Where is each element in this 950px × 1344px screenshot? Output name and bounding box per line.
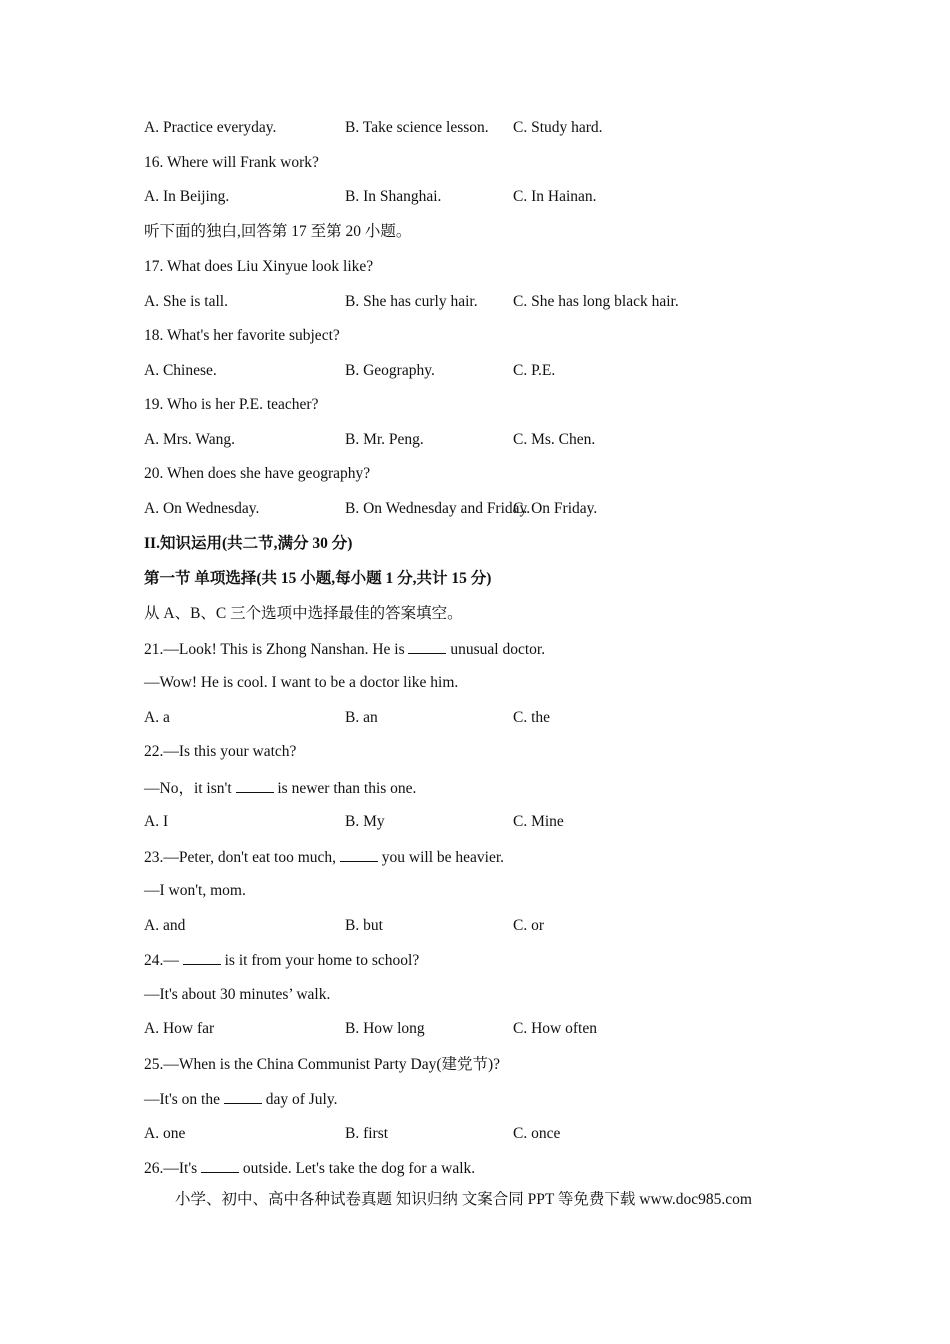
q25-option-a: A. one — [144, 1125, 186, 1142]
q22-reply-post: is newer than this one. — [273, 780, 417, 797]
listening-instruction: 听下面的独白,回答第 17 至第 20 小题。 — [144, 223, 412, 240]
part-1-title: 第一节 单项选择(共 15 小题,每小题 1 分,共计 15 分) — [144, 570, 492, 587]
q16-option-c: C. In Hainan. — [513, 188, 597, 205]
q15-option-c: C. Study hard. — [513, 119, 603, 136]
page-footer: 小学、初中、高中各种试卷真题 知识归纳 文案合同 PPT 等免费下载 www.doc985.com — [175, 1191, 752, 1208]
q21-stem — [144, 639, 545, 660]
q22-option-a: A. I — [144, 813, 169, 830]
q24-stem — [144, 950, 419, 971]
q21-reply: —Wow! He is cool. I want to be a doctor like him. — [144, 674, 459, 691]
answer-blank — [408, 639, 446, 654]
q25-option-b: B. first — [345, 1125, 389, 1142]
q20-option-c: C. On Friday. — [513, 500, 598, 517]
q23-stem — [144, 847, 504, 868]
q22-option-b: B. My — [345, 813, 385, 830]
q21-stem-pre: 21.—Look! This is Zhong Nanshan. He is — [144, 641, 409, 658]
q25-reply-post: day of July. — [261, 1091, 338, 1108]
q24-option-a: A. How far — [144, 1020, 215, 1037]
section-2-title: II.知识运用(共二节,满分 30 分) — [144, 535, 353, 552]
q15-option-b: B. Take science lesson. — [345, 119, 489, 136]
q22-stem: 22.—Is this your watch? — [144, 743, 297, 760]
q20-option-a: A. On Wednesday. — [144, 500, 260, 517]
q21-stem-post: unusual doctor. — [446, 641, 546, 658]
answer-blank — [236, 778, 274, 793]
q24-stem-pre: 24.— — [144, 952, 183, 969]
q19-option-b: B. Mr. Peng. — [345, 431, 424, 448]
q25-reply-pre: —It's on the — [144, 1091, 224, 1108]
q23-stem-post: you will be heavier. — [377, 849, 505, 866]
q25-stem: 25.—When is the China Communist Party Day(建党节)? — [144, 1056, 501, 1073]
q16-option-b: B. In Shanghai. — [345, 188, 442, 205]
q17-option-a: A. She is tall. — [144, 293, 228, 310]
q21-option-a: A. a — [144, 709, 170, 726]
q26-stem-post: outside. Let's take the dog for a walk. — [239, 1160, 476, 1177]
q18-option-a: A. Chinese. — [144, 362, 217, 379]
q22-reply-pre: —No，it isn't — [144, 780, 236, 797]
q19-option-a: A. Mrs. Wang. — [144, 431, 236, 448]
q26-stem — [144, 1158, 475, 1179]
q20-option-b: B. On Wednesday and Friday. — [345, 500, 531, 517]
q18-option-b: B. Geography. — [345, 362, 435, 379]
q20-stem: 20. When does she have geography? — [144, 465, 371, 482]
part-1-instruction: 从 A、B、C 三个选项中选择最佳的答案填空。 — [144, 605, 463, 622]
q26-stem-pre: 26.—It's — [144, 1160, 202, 1177]
answer-blank — [224, 1089, 262, 1104]
q19-option-c: C. Ms. Chen. — [513, 431, 596, 448]
q16-option-a: A. In Beijing. — [144, 188, 230, 205]
q17-option-b: B. She has curly hair. — [345, 293, 478, 310]
q24-option-c: C. How often — [513, 1020, 597, 1037]
q24-reply: —It's about 30 minutes’ walk. — [144, 986, 331, 1003]
q19-stem: 19. Who is her P.E. teacher? — [144, 396, 319, 413]
answer-blank — [340, 847, 378, 862]
q22-reply — [144, 778, 416, 799]
q21-option-b: B. an — [345, 709, 378, 726]
q23-reply: —I won't, mom. — [144, 882, 246, 899]
q25-reply — [144, 1089, 337, 1110]
q17-stem: 17. What does Liu Xinyue look like? — [144, 258, 374, 275]
q18-stem: 18. What's her favorite subject? — [144, 327, 340, 344]
q23-option-a: A. and — [144, 917, 186, 934]
q16-stem: 16. Where will Frank work? — [144, 154, 319, 171]
q22-option-c: C. Mine — [513, 813, 564, 830]
q25-option-c: C. once — [513, 1125, 561, 1142]
q23-option-b: B. but — [345, 917, 383, 934]
q18-option-c: C. P.E. — [513, 362, 556, 379]
q15-option-a: A. Practice everyday. — [144, 119, 277, 136]
q17-option-c: C. She has long black hair. — [513, 293, 679, 310]
q24-stem-post: is it from your home to school? — [220, 952, 420, 969]
answer-blank — [183, 950, 221, 965]
q24-option-b: B. How long — [345, 1020, 425, 1037]
q23-option-c: C. or — [513, 917, 544, 934]
q21-option-c: C. the — [513, 709, 551, 726]
q23-stem-pre: 23.—Peter, don't eat too much, — [144, 849, 340, 866]
answer-blank — [201, 1158, 239, 1173]
